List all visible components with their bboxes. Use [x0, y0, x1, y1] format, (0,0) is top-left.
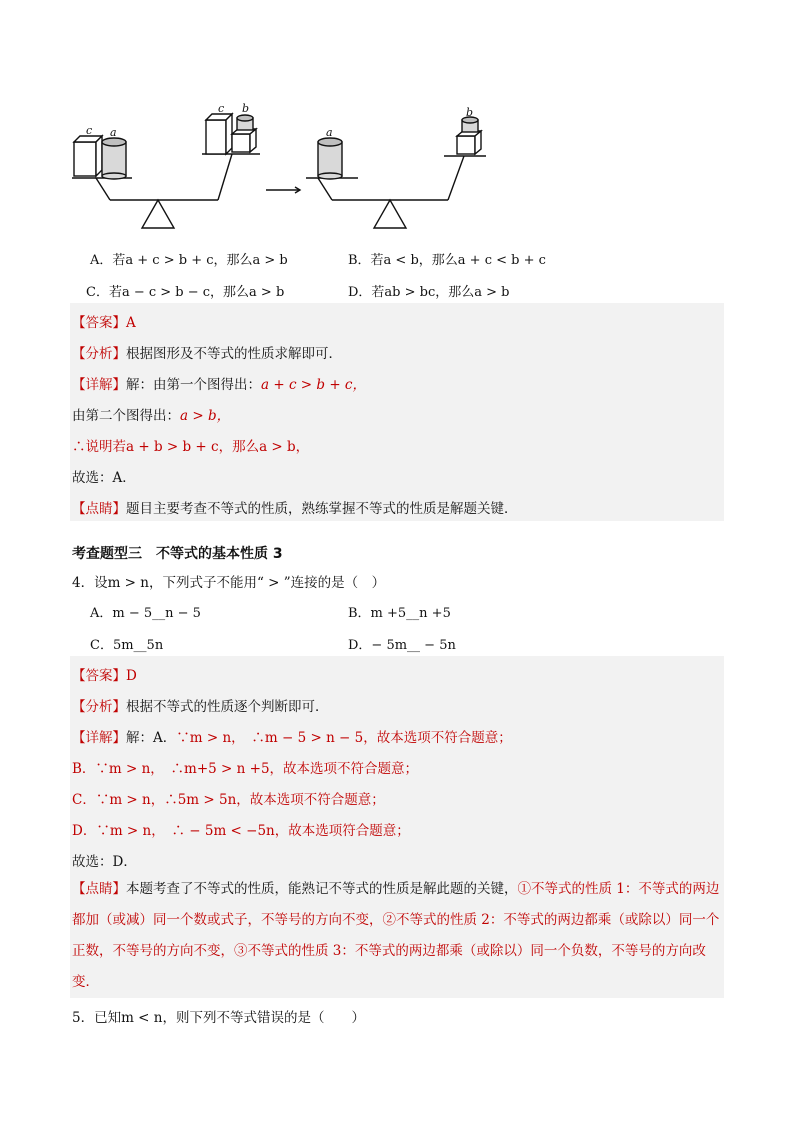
- q3-detail-1: [72, 373, 366, 393]
- comment-text-1: 本题考查了不等式的性质，能熟记不等式的性质是解此题的关键，: [126, 881, 518, 897]
- answer-value: D: [126, 668, 137, 684]
- q3-comment: [72, 497, 518, 517]
- q4-option-a: A．m − 5__n − 5: [90, 606, 201, 621]
- detail-1-math: ∵m > n， ∴m − 5 > n − 5，故本选项不符合题意；: [176, 730, 512, 746]
- q3-option-b: B．若a < b，那么a + c < b + c: [348, 253, 546, 268]
- q5-stem: 5．已知m < n，则下列不等式错误的是（ ）: [72, 1010, 365, 1026]
- detail-1-math: a + c > b + c，: [261, 377, 366, 393]
- section-title: 考查题型三 不等式的基本性质 3: [72, 546, 283, 562]
- balance-figure: [66, 96, 496, 236]
- comment-tag: 【点睛】: [72, 501, 126, 517]
- q4-option-d: D．− 5m__ − 5n: [348, 638, 456, 653]
- detail-tag: 【详解】: [72, 377, 126, 393]
- q3-analysis: [72, 342, 342, 362]
- analysis-tag: 【分析】: [72, 346, 126, 362]
- q3-option-c: C．若a − c > b − c，那么a > b: [86, 285, 285, 300]
- fig-label-b-second: b: [466, 106, 474, 119]
- q4-analysis: [72, 695, 329, 715]
- analysis-text: 根据不等式的性质逐个判断即可．: [126, 699, 329, 715]
- q4-detail-3: C．∵m > n，∴5m > 5n，故本选项不符合题意；: [72, 792, 385, 808]
- fig-label-a-second: a: [326, 126, 333, 139]
- q4-detail-2: B．∵m > n， ∴m+5 > n +5，故本选项不符合题意；: [72, 761, 419, 777]
- detail-tag: 【详解】: [72, 730, 126, 746]
- analysis-text: 根据图形及不等式的性质求解即可．: [126, 346, 342, 362]
- fig-label-b-right: b: [242, 102, 250, 115]
- comment-tag: 【点睛】: [72, 881, 126, 897]
- detail-1-prefix: 解：A．: [126, 730, 177, 746]
- q3-detail-4: 故选：A．: [72, 470, 136, 486]
- q3-option-a: A．若a + c > b + c，那么a > b: [90, 253, 288, 268]
- q3-detail-3: ∴说明若a + b > b + c，那么a > b，: [72, 439, 310, 455]
- fig-label-a-left: a: [110, 126, 117, 139]
- q4-comment: [72, 874, 722, 998]
- answer-tag: 【答案】: [72, 315, 126, 331]
- comment-text: 题目主要考查不等式的性质，熟练掌握不等式的性质是解题关键．: [126, 501, 518, 517]
- q4-stem: 4．设m > n，下列式子不能用“ > ”连接的是（ ）: [72, 575, 386, 591]
- q4-option-b: B．m +5__n +5: [348, 606, 451, 621]
- fig-label-c-left: c: [86, 124, 93, 137]
- q3-option-d: D．若ab > bc，那么a > b: [348, 285, 510, 300]
- answer-value: A: [126, 315, 136, 331]
- analysis-tag: 【分析】: [72, 699, 126, 715]
- detail-2-math: a > b，: [180, 408, 231, 424]
- fig-label-c-right: c: [218, 102, 225, 115]
- q4-detail-5: 故选：D．: [72, 854, 137, 870]
- q3-detail-2: [72, 404, 230, 424]
- detail-1-prefix: 解：由第一个图得出：: [126, 377, 261, 393]
- q4-detail-1: [72, 726, 512, 746]
- q4-detail-4: D．∵m > n， ∴ − 5m < −5n，故本选项符合题意；: [72, 823, 410, 839]
- detail-2-prefix: 由第二个图得出：: [72, 408, 180, 424]
- q3-answer: [72, 311, 136, 331]
- comment-text-2: ①不等式的性质 1：不等式的两边都加（或减）同一个数或式子，不等号的方向不变，②不等式的性质 2：不等式的两边都乘（或除以）同一个正数，不等号的方向不变，③不等式的性质 3：不等式的两边都乘（或除以）同一个负数，不等号的方向改变．: [72, 881, 720, 990]
- q4-option-c: C．5m__5n: [90, 638, 164, 653]
- answer-tag: 【答案】: [72, 668, 126, 684]
- q4-answer: [72, 664, 137, 684]
